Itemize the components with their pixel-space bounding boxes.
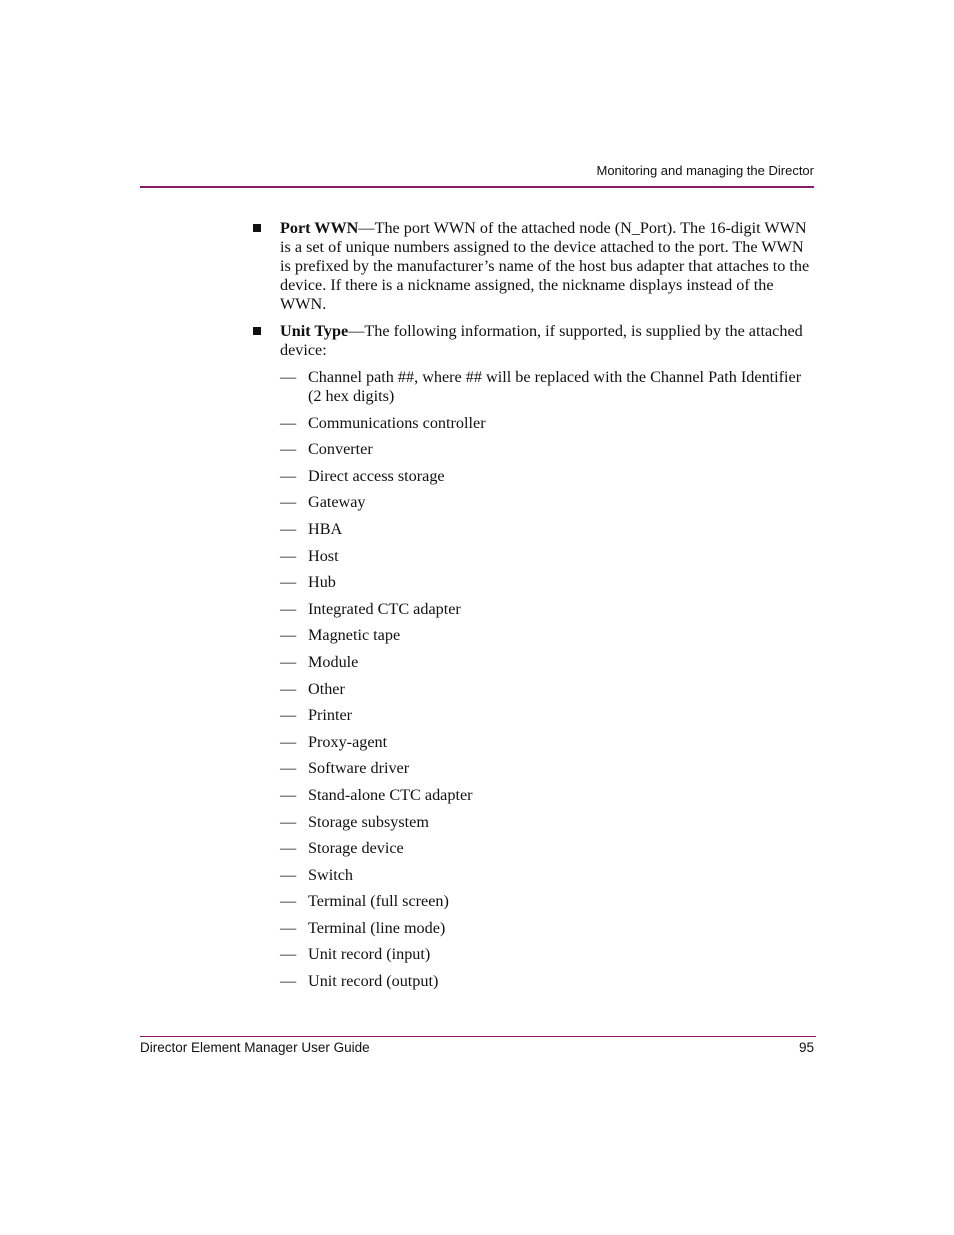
list-item-text: Switch [308, 865, 353, 884]
square-bullet-icon [253, 224, 261, 232]
list-item [280, 440, 814, 459]
dash-marker: — [280, 732, 297, 751]
page-number: 95 [798, 1040, 814, 1055]
term-port-wwn: Port WWN [280, 219, 359, 237]
dash-marker: — [280, 466, 297, 485]
list-item-text: Software driver [308, 759, 410, 778]
list-item [280, 866, 814, 885]
list-item [280, 919, 814, 938]
page-header [140, 162, 814, 188]
list-item-text: Terminal (full screen) [308, 892, 449, 911]
footer-guide-title: Director Element Manager User Guide [140, 1040, 370, 1055]
page-footer [140, 1036, 816, 1055]
list-item-text: Terminal (line mode) [308, 918, 446, 937]
list-item-text: Storage device [308, 839, 404, 858]
list-item-text: Unit record (output) [308, 972, 439, 991]
list-item [280, 414, 814, 433]
dash-marker: — [280, 945, 297, 964]
list-item [280, 892, 814, 911]
list-item [280, 706, 814, 725]
list-item [280, 759, 814, 778]
list-item-text: Other [308, 679, 345, 698]
bullet-unit-type [252, 322, 814, 991]
dash-marker: — [280, 918, 297, 937]
list-item-text: Storage subsystem [308, 812, 429, 831]
dash-marker: — [280, 573, 297, 592]
list-item [280, 733, 814, 752]
dash-marker: — [280, 785, 297, 804]
dash-marker: — [280, 706, 297, 725]
page-content [252, 219, 814, 999]
description-unit-type: —The following information, if supported, is supplied by the attached device: [280, 322, 803, 359]
list-item-text: HBA [308, 519, 343, 538]
list-item [280, 813, 814, 832]
list-item [280, 945, 814, 964]
list-item [280, 653, 814, 672]
dash-marker: — [280, 865, 297, 884]
list-item-text: Converter [308, 440, 373, 459]
list-item-text: Communications controller [308, 413, 486, 432]
list-item-text: Hub [308, 573, 336, 592]
dash-marker: — [280, 599, 297, 618]
square-bullet-icon [253, 327, 261, 335]
bullet-port-wwn [252, 219, 814, 314]
dash-marker: — [280, 652, 297, 671]
list-item [280, 680, 814, 699]
dash-marker: — [280, 519, 297, 538]
list-item-text: Direct access storage [308, 466, 445, 485]
list-item-text: Stand-alone CTC adapter [308, 785, 473, 804]
list-item-text: Channel path ##, where ## will be replaced with the Channel Path Identifier (2 hex digits) [308, 368, 802, 405]
dash-marker: — [280, 493, 297, 512]
list-item [280, 547, 814, 566]
list-item [280, 493, 814, 512]
dash-marker: — [280, 546, 297, 565]
list-item [280, 839, 814, 858]
list-item [280, 573, 814, 592]
dash-marker: — [280, 839, 297, 858]
list-item [280, 467, 814, 486]
dash-marker: — [280, 440, 297, 459]
list-item-text: Magnetic tape [308, 626, 401, 645]
running-header-title: Monitoring and managing the Director [596, 163, 814, 178]
list-item-text: Host [308, 546, 339, 565]
list-item [280, 368, 814, 406]
list-item-text: Printer [308, 706, 353, 725]
term-unit-type: Unit Type [280, 322, 349, 340]
list-item [280, 786, 814, 805]
list-item-text: Unit record (input) [308, 945, 431, 964]
unit-type-list [280, 368, 814, 991]
list-item-text: Module [308, 652, 359, 671]
dash-marker: — [280, 368, 297, 386]
dash-marker: — [280, 972, 297, 991]
list-item-text: Proxy-agent [308, 732, 388, 751]
dash-marker: — [280, 892, 297, 911]
dash-marker: — [280, 759, 297, 778]
dash-marker: — [280, 679, 297, 698]
list-item [280, 600, 814, 619]
dash-marker: — [280, 812, 297, 831]
dash-marker: — [280, 626, 297, 645]
list-item [280, 972, 814, 991]
list-item [280, 626, 814, 645]
list-item-text: Gateway [308, 493, 366, 512]
dash-marker: — [280, 413, 297, 432]
list-item [280, 520, 814, 539]
list-item-text: Integrated CTC adapter [308, 599, 461, 618]
description-port-wwn: —The port WWN of the attached node (N_Port). The 16-digit WWN is a set of unique numbers assigned to the device attached to the port. The WWN is prefixed by the manufacturer’s name of the host bus adapter that attaches to the device. If there is a nickname assigned, the nickname displays instead of the WWN. [280, 219, 810, 313]
